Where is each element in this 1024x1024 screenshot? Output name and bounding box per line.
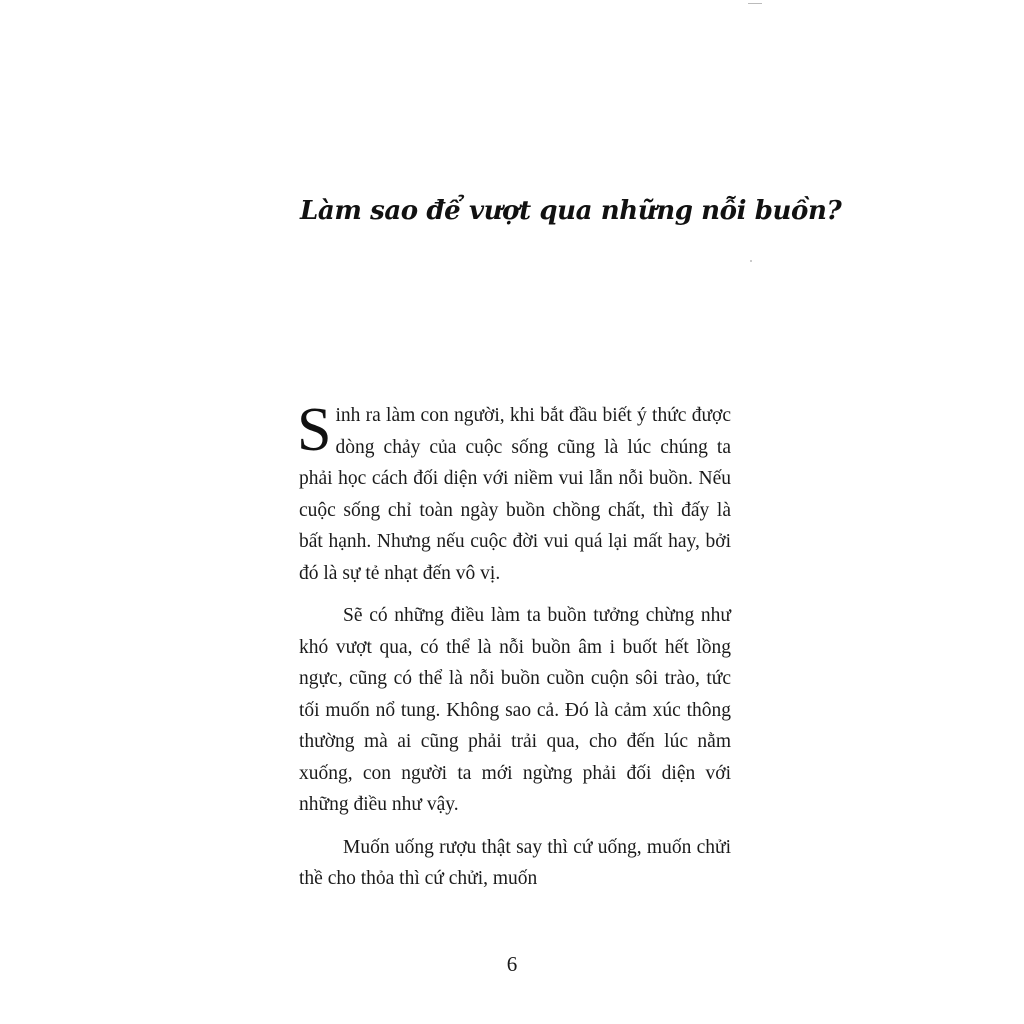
scan-speck <box>748 3 762 4</box>
paragraph-3 <box>299 832 731 895</box>
paragraph-text: Muốn uống rượu thật say thì cứ uống, muốn chửi thề cho thỏa thì cứ chửi, muốn <box>299 836 731 889</box>
paragraph-2 <box>299 600 731 821</box>
paragraph-text: inh ra làm con người, khi bắt đầu biết ý thức được dòng chảy của cuộc sống cũng là lúc chúng ta phải học cách đối diện với niềm vui lẫn nỗi buồn. Nếu cuộc sống chỉ toàn ngày buồn chồng chất, thì đấy là bất hạnh. Nhưng nếu cuộc đời vui quá lại mất hay, bởi đó là sự tẻ nhạt đến vô vị. <box>299 405 731 584</box>
drop-cap: S <box>297 396 332 464</box>
body-text <box>297 396 731 895</box>
paragraph-text: Sẽ có những điều làm ta buồn tưởng chừng như khó vượt qua, có thể là nỗi buồn âm i buốt hết lồng ngực, cũng có thể là nỗi buồn cuồn cuộn sôi trào, tức tối muốn nổ tung. Không sao cả. Đó là cảm xúc thông thường mà ai cũng phải trải qua, cho đến lúc nằm xuống, con người ta mới ngừng phải đối diện với những điều như vậy. <box>299 605 731 815</box>
scan-speck <box>750 260 752 262</box>
page-number: 6 <box>506 952 518 976</box>
paragraph-1 <box>297 396 731 589</box>
chapter-title: Làm sao để vượt qua những nỗi buồn? <box>300 196 842 226</box>
